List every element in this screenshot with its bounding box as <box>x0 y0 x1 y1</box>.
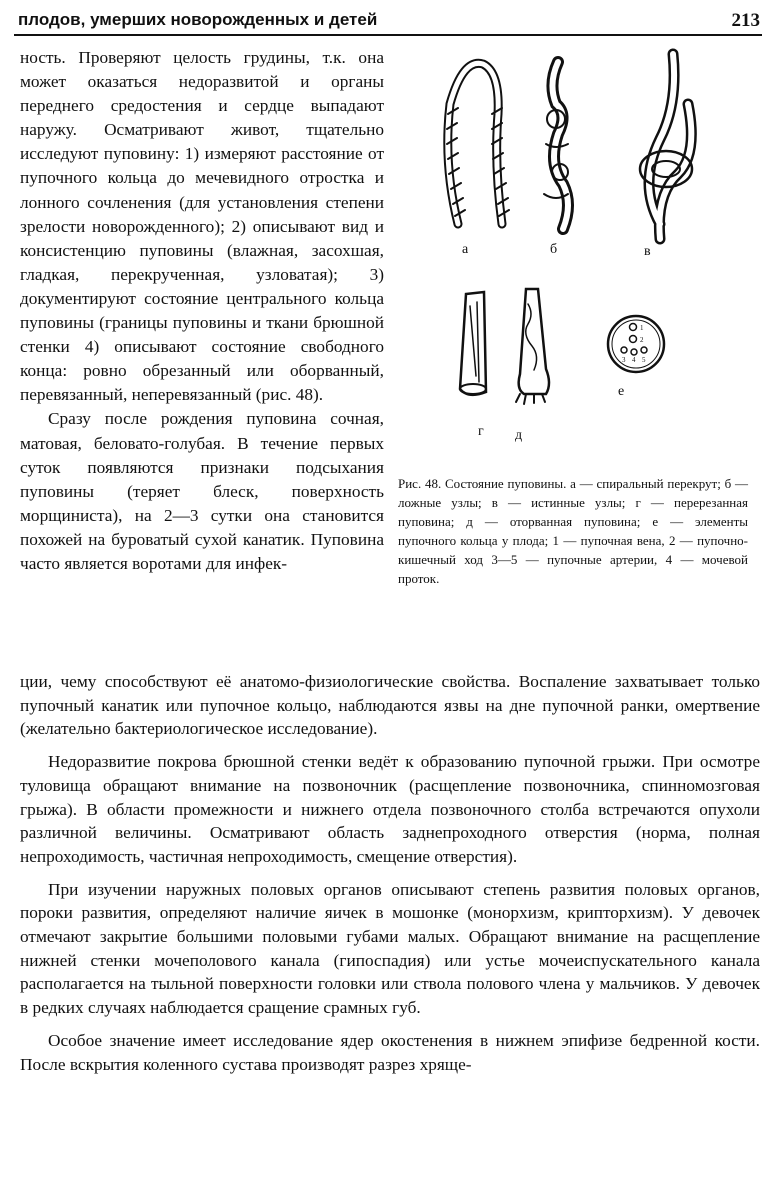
cut-cord-drawing <box>460 292 486 395</box>
label-b: б <box>550 242 558 257</box>
paragraph: При изучении наружных половых органов описывают степень развития половых органов, пороки развития, определяют наличие яичек в мошонке (монорхизм, крипторхизм). У девочек отмечают закрытие большими половыми губами малых. Обращают внимание на расщепление нижней стенки мочеполового канала (гипоспадия) или устье мочеиспускательного канала располагается на тыльной поверхности головки или ствола полового члена у мальчиков. У девочек в редких случаях наблюдается сращение срамных губ. <box>20 879 760 1018</box>
spiral-twist-drawing <box>447 63 509 224</box>
running-header <box>14 6 762 36</box>
false-knots-drawing <box>544 62 568 229</box>
figure-caption <box>398 474 748 588</box>
inset-number-5: 5 <box>642 356 646 364</box>
label-d: д <box>515 428 523 443</box>
caption-text: Рис. 48. Состояние пуповины. а — спиральный перекрут; б — ложные узлы; в — истинные узлы; г — перерезанная пуповина; д — оторванная пуповина; е — элементы пупочного кольца у плода; 1 — пупочная вена, 2 — пупочно-кишечный ход 3—5 — пупочные артерии, 4 — мочевой проток. <box>398 476 748 586</box>
paragraph: Особое значение имеет исследование ядер окостенения в нижнем эпифизе бедренной кости. После вскрытия коленного сустава производят разрез хряще- <box>20 1030 760 1074</box>
label-e: е <box>618 384 625 399</box>
torn-cord-drawing <box>516 289 549 404</box>
inset-number-3: 3 <box>622 356 626 364</box>
paragraph: Сразу после рождения пуповина сочная, матовая, беловато-голубая. В течение первых суток появляются признаки подсыхания пуповины (теряет блеск, поверхность морщиниста), на 2—3 сутки она становится похожей на буроватый сухой канатик. Пуповина часто является воротами для инфек- <box>20 409 384 573</box>
left-column-text <box>20 46 384 576</box>
inset-number-1: 1 <box>640 324 644 332</box>
label-v: в <box>644 244 651 259</box>
inset-number-4: 4 <box>632 356 636 364</box>
inset-number-2: 2 <box>640 336 644 344</box>
paragraph: ность. Проверяют целость грудины, т.к. она может оказаться недоразвитой и органы переднего средостения и сердце выпадают наружу. Осматривают живот, тщательно исследуют пуповину: 1) измеряют расстояние от пупочного кольца до мечевидного отростка и лонного сочленения (для установления степени зрелости новорожденного); 2) описывают вид и консистенцию пуповины (влажная, засохшая, гладкая, перекрученная, узловатая); 3) документируют состояние центрального кольца пуповины (границы пуповины и ткани брюшной стенки 4) описывают состояние свободного конца: ровно обрезанный или оборванный, перевязанный, неперевязанный (рис. 48). <box>20 48 384 405</box>
header-title: плодов, умерших новорожденных и детей <box>18 10 378 29</box>
figure-48 <box>398 44 763 484</box>
label-a: а <box>462 242 469 257</box>
paragraph: ции, чему способствуют её анатомо-физиологические свойства. Воспаление захватывает только пупочный канатик или пупочное кольцо, наблюдаются язвы на дне пупочной ранки, омертвение (желательно бактериологическое исследование). <box>20 672 760 739</box>
umbilical-ring-drawing <box>608 316 664 372</box>
umbilical-cord-illustration <box>398 44 763 484</box>
true-knot-drawing <box>640 54 692 239</box>
page-number: 213 <box>731 10 760 31</box>
full-width-text <box>20 670 760 1076</box>
paragraph: Недоразвитие покрова брюшной стенки ведёт к образованию пупочной грыжи. При осмотре туловища обращают внимание на позвоночник (расщепление позвоночника, спинномозговая грыжа). В области промежности и нижнего отдела позвоночного столба встречаются опухоли различной величины. Осматривают область заднепроходного отверстия (норма, полная непроходимость, частичная непроходимость, смещение отверстия). <box>20 752 760 866</box>
label-g: г <box>478 424 484 439</box>
